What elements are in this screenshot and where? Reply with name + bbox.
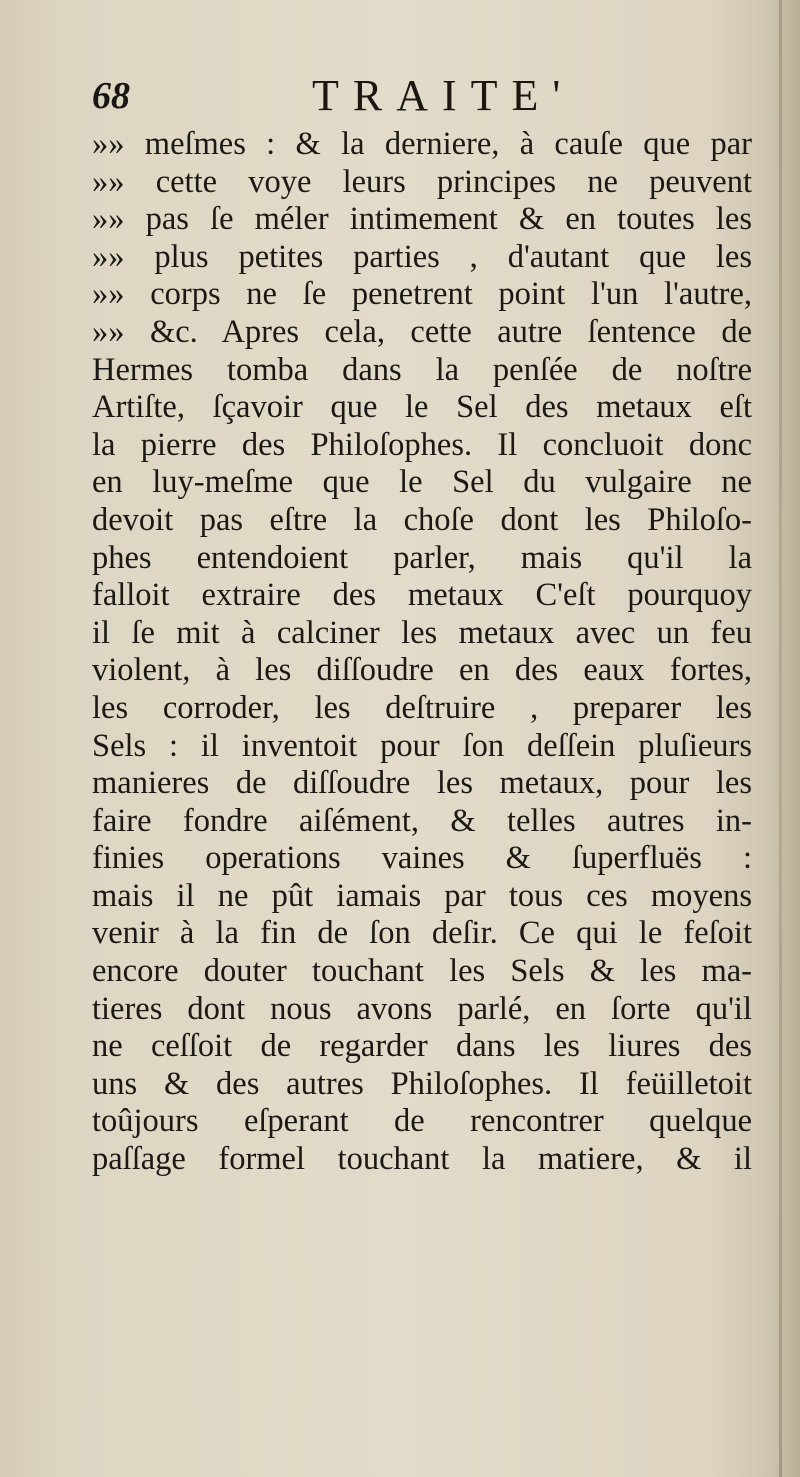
text-line: falloit extraire des metaux C'eſt pourquoy [92,577,752,614]
text-line: »» meſmes : & la derniere, à cauſe que par [92,126,752,162]
text-line: »» plus petites parties , d'autant que les [92,238,752,275]
text-line: Artiſte, ſçavoir que le Sel des metaux eſt [92,389,752,426]
text-line: uns & des autres Philoſophes. Il feüilletoit [92,1065,752,1102]
page-edge [779,0,782,1477]
body-text [92,126,752,1179]
text-line: les corroder, les deſtruire , preparer les [92,689,752,726]
text-line: devoit pas eſtre la choſe dont les Philoſo- [92,501,752,538]
text-line: encore douter touchant les Sels & les ma- [92,953,752,990]
text-line: »» pas ſe méler intimement & en toutes les [92,201,752,238]
text-line: finies operations vaines & ſuperfluës : [92,840,752,877]
text-line: paſſage formel touchant la matiere, & il [92,1141,752,1178]
text-line: »» corps ne ſe penetrent point l'un l'autre, [92,276,752,313]
text-line: toûjours eſperant de rencontrer quelque [92,1103,752,1140]
text-line: Hermes tomba dans la penſée de noſtre [92,351,752,388]
text-line: venir à la fin de ſon deſir. Ce qui le feſoit [92,915,752,952]
text-line: mais il ne pût iamais par tous ces moyens [92,877,752,914]
text-line: »» &c. Apres cela, cette autre ſentence de [92,313,752,350]
running-title: TRAITE' [312,71,575,120]
text-line: violent, à les diſſoudre en des eaux fortes, [92,652,752,689]
text-line: phes entendoient parler, mais qu'il la [92,539,752,576]
text-line: tieres dont nous avons parlé, en ſorte qu'il [92,990,752,1027]
text-line: il ſe mit à calciner les metaux avec un feu [92,614,752,651]
page-number: 68 [92,75,130,117]
text-line: »» cette voye leurs principes ne peuvent [92,163,752,200]
text-line: en luy-meſme que le Sel du vulgaire ne [92,464,752,501]
text-line: la pierre des Philoſophes. Il concluoit donc [92,426,752,463]
running-head [92,70,752,126]
text-line: ne ceſſoit de regarder dans les liures des [92,1028,752,1065]
text-line: manieres de diſſoudre les metaux, pour les [92,765,752,802]
text-line: faire fondre aiſément, & telles autres in- [92,802,752,839]
text-line: Sels : il inventoit pour ſon deſſein pluſieurs [92,727,752,764]
